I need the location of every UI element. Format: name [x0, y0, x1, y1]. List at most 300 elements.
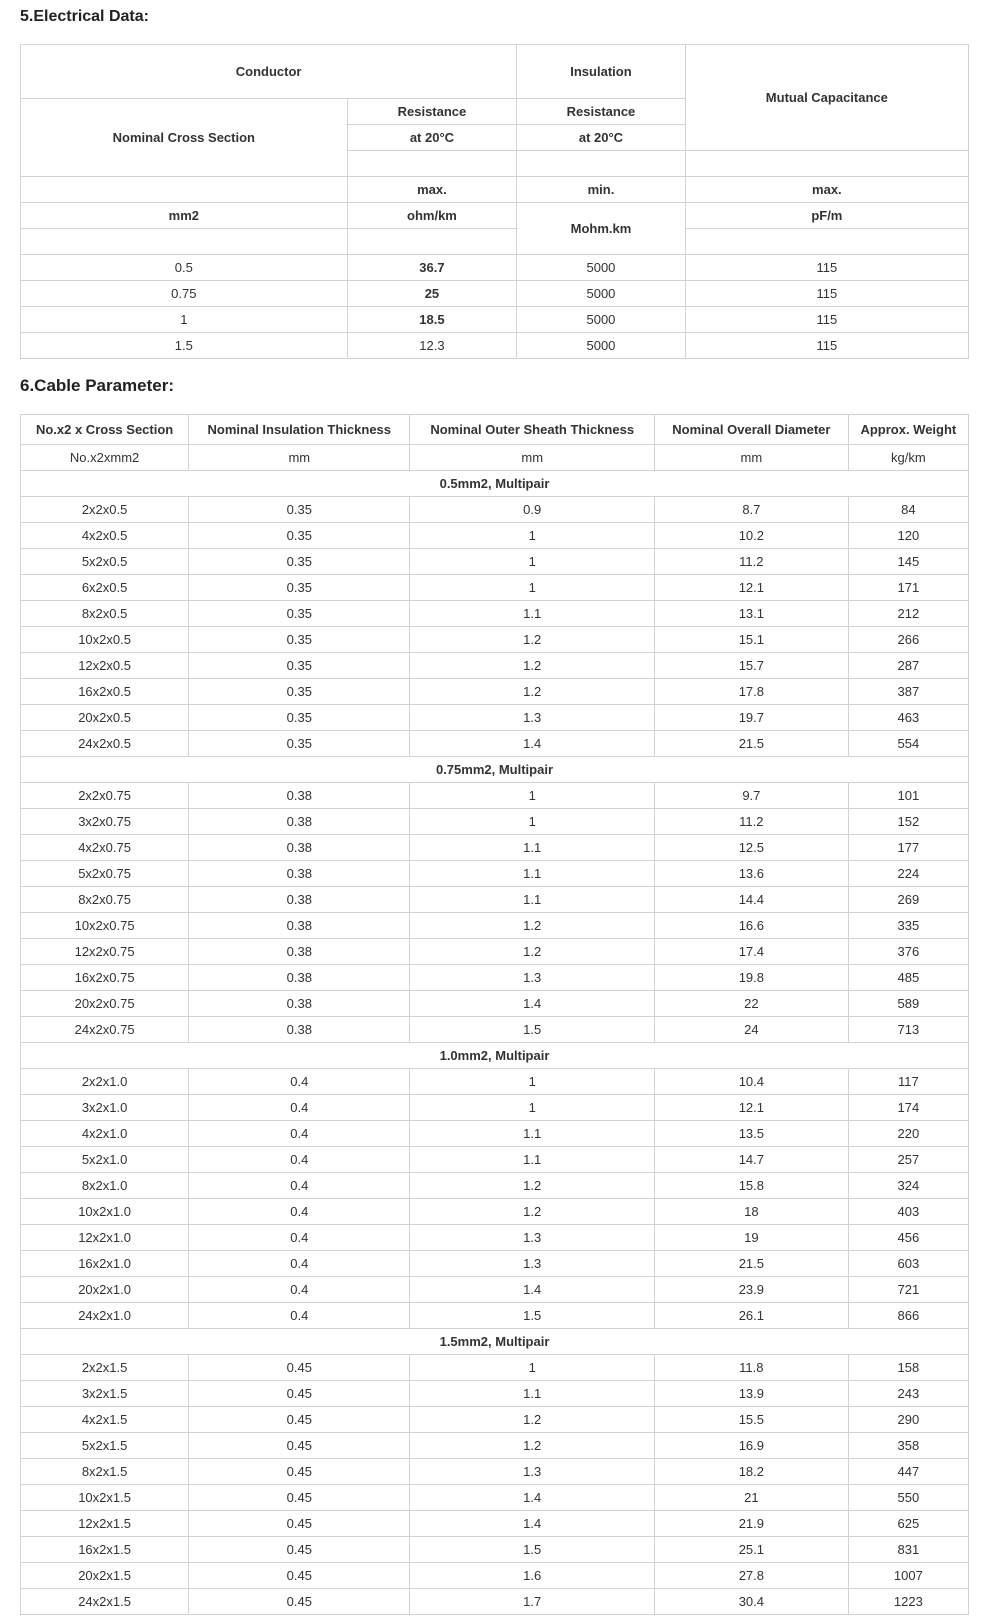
cross-section-cell: 12x2x1.0: [21, 1225, 189, 1251]
insulation-thickness-cell: 0.38: [189, 783, 410, 809]
weight-cell: 324: [848, 1173, 968, 1199]
capacitance-value: 115: [685, 281, 968, 307]
sheath-thickness-cell: 1.4: [410, 991, 655, 1017]
electrical-limit-row: [21, 177, 969, 203]
weight-cell: 257: [848, 1147, 968, 1173]
insulation-thickness-cell: 0.38: [189, 913, 410, 939]
weight-cell: 603: [848, 1251, 968, 1277]
sheath-thickness-cell: 1.4: [410, 1485, 655, 1511]
mutual-capacitance-header: Mutual Capacitance: [685, 45, 968, 151]
table-row: [21, 1459, 969, 1485]
sheath-thickness-cell: 1.4: [410, 731, 655, 757]
group-label: 1.0mm2, Multipair: [21, 1043, 969, 1069]
sheath-thickness-cell: 1.6: [410, 1563, 655, 1589]
cross-section-cell: 4x2x0.75: [21, 835, 189, 861]
cross-section-cell: 4x2x1.0: [21, 1121, 189, 1147]
insulation-resistance-header: Resistance: [517, 99, 686, 125]
weight-cell: 1223: [848, 1589, 968, 1615]
overall-diameter-cell: 18.2: [655, 1459, 849, 1485]
insulation-thickness-cell: 0.45: [189, 1563, 410, 1589]
empty-cell: [347, 151, 517, 177]
overall-diameter-cell: 21.9: [655, 1511, 849, 1537]
insulation-thickness-cell: 0.45: [189, 1459, 410, 1485]
cross-section-cell: 10x2x1.5: [21, 1485, 189, 1511]
overall-diameter-cell: 21: [655, 1485, 849, 1511]
weight-cell: 1007: [848, 1563, 968, 1589]
electrical-header-row: [21, 229, 969, 255]
table-row: [21, 1511, 969, 1537]
weight-cell: 212: [848, 601, 968, 627]
conductor-header: Conductor: [21, 45, 517, 99]
cross-section-value: 1.5: [21, 333, 348, 359]
weight-cell: 266: [848, 627, 968, 653]
capacitance-max-label: max.: [685, 177, 968, 203]
overall-diameter-cell: 26.1: [655, 1303, 849, 1329]
weight-cell: 243: [848, 1381, 968, 1407]
cross-section-cell: 24x2x1.5: [21, 1589, 189, 1615]
table-row: [21, 835, 969, 861]
weight-cell: 171: [848, 575, 968, 601]
sheath-thickness-cell: 1.2: [410, 1407, 655, 1433]
insulation-thickness-cell: 0.4: [189, 1173, 410, 1199]
insulation-thickness-cell: 0.35: [189, 731, 410, 757]
cross-section-cell: 5x2x1.0: [21, 1147, 189, 1173]
weight-cell: 387: [848, 679, 968, 705]
resistance-unit: ohm/km: [347, 203, 517, 229]
cross-section-cell: 5x2x0.75: [21, 861, 189, 887]
insulation-thickness-cell: 0.4: [189, 1121, 410, 1147]
weight-cell: 713: [848, 1017, 968, 1043]
cross-section-cell: 6x2x0.5: [21, 575, 189, 601]
sheath-thickness-cell: 1.1: [410, 1121, 655, 1147]
sheath-thickness-cell: 1.2: [410, 1199, 655, 1225]
table-row: [21, 627, 969, 653]
table-row: [21, 653, 969, 679]
overall-diameter-cell: 15.1: [655, 627, 849, 653]
sheath-thickness-cell: 1.2: [410, 679, 655, 705]
weight-cell: 831: [848, 1537, 968, 1563]
insulation-thickness-cell: 0.35: [189, 549, 410, 575]
weight-cell: 290: [848, 1407, 968, 1433]
insulation-thickness-cell: 0.45: [189, 1485, 410, 1511]
overall-diameter-cell: 16.9: [655, 1433, 849, 1459]
cross-section-cell: 10x2x0.5: [21, 627, 189, 653]
overall-diameter-cell: 18: [655, 1199, 849, 1225]
sheath-thickness-cell: 1: [410, 575, 655, 601]
col-sheath-thickness-header: Nominal Outer Sheath Thickness: [410, 415, 655, 445]
sheath-thickness-cell: 1.4: [410, 1511, 655, 1537]
group-header-row: [21, 1043, 969, 1069]
empty-cell: [517, 151, 686, 177]
capacitance-value: 115: [685, 333, 968, 359]
cross-section-cell: 2x2x0.5: [21, 497, 189, 523]
cross-section-cell: 12x2x0.5: [21, 653, 189, 679]
cross-section-cell: 8x2x1.5: [21, 1459, 189, 1485]
overall-diameter-cell: 25.1: [655, 1537, 849, 1563]
resistance-header: Resistance: [347, 99, 517, 125]
overall-diameter-cell: 22: [655, 991, 849, 1017]
table-row: [21, 575, 969, 601]
overall-diameter-cell: 17.8: [655, 679, 849, 705]
table-row: [21, 307, 969, 333]
overall-diameter-cell: 15.8: [655, 1173, 849, 1199]
insulation-temperature-label: at 20°C: [517, 125, 686, 151]
insulation-thickness-cell: 0.4: [189, 1199, 410, 1225]
resistance-value: 25: [347, 281, 517, 307]
table-row: [21, 1433, 969, 1459]
cross-section-cell: 5x2x0.5: [21, 549, 189, 575]
table-row: [21, 281, 969, 307]
cross-section-unit: mm2: [21, 203, 348, 229]
group-header-row: [21, 471, 969, 497]
cable-parameter-title: 6.Cable Parameter:: [20, 376, 175, 395]
weight-cell: 721: [848, 1277, 968, 1303]
sheath-thickness-cell: 1: [410, 1095, 655, 1121]
electrical-data-rows: [21, 255, 969, 359]
weight-cell: 220: [848, 1121, 968, 1147]
sheath-thickness-cell: 1.7: [410, 1589, 655, 1615]
cross-section-cell: 4x2x1.5: [21, 1407, 189, 1433]
sheath-thickness-cell: 1.1: [410, 1147, 655, 1173]
sheath-thickness-cell: 1: [410, 549, 655, 575]
group-label: 1.5mm2, Multipair: [21, 1329, 969, 1355]
insulation-thickness-cell: 0.38: [189, 965, 410, 991]
cable-table-head: [21, 415, 969, 471]
cross-section-cell: 16x2x0.5: [21, 679, 189, 705]
overall-diameter-cell: 13.5: [655, 1121, 849, 1147]
weight-cell: 101: [848, 783, 968, 809]
table-row: [21, 1095, 969, 1121]
table-row: [21, 809, 969, 835]
cross-section-cell: 8x2x0.5: [21, 601, 189, 627]
capacitance-value: 115: [685, 307, 968, 333]
table-row: [21, 1225, 969, 1251]
overall-diameter-cell: 8.7: [655, 497, 849, 523]
table-row: [21, 255, 969, 281]
resistance-value: 18.5: [347, 307, 517, 333]
overall-diameter-cell: 19.8: [655, 965, 849, 991]
weight-cell: 224: [848, 861, 968, 887]
insulation-thickness-cell: 0.4: [189, 1225, 410, 1251]
insulation-thickness-cell: 0.4: [189, 1069, 410, 1095]
sheath-thickness-cell: 1.2: [410, 1433, 655, 1459]
cross-section-cell: 12x2x1.5: [21, 1511, 189, 1537]
cross-section-cell: 16x2x0.75: [21, 965, 189, 991]
electrical-unit-row: [21, 203, 969, 229]
weight-cell: 463: [848, 705, 968, 731]
weight-cell: 177: [848, 835, 968, 861]
cross-section-cell: 10x2x0.75: [21, 913, 189, 939]
empty-cell: [347, 229, 517, 255]
weight-cell: 554: [848, 731, 968, 757]
table-row: [21, 333, 969, 359]
overall-diameter-cell: 12.5: [655, 835, 849, 861]
insulation-thickness-cell: 0.45: [189, 1433, 410, 1459]
electrical-data-title: 5.Electrical Data:: [20, 8, 149, 25]
table-row: [21, 1069, 969, 1095]
overall-diameter-cell: 17.4: [655, 939, 849, 965]
sheath-thickness-cell: 1.4: [410, 1277, 655, 1303]
unit-cell: mm: [410, 445, 655, 471]
table-row: [21, 523, 969, 549]
overall-diameter-cell: 10.4: [655, 1069, 849, 1095]
table-row: [21, 731, 969, 757]
table-row: [21, 1537, 969, 1563]
overall-diameter-cell: 27.8: [655, 1563, 849, 1589]
table-row: [21, 1381, 969, 1407]
table-row: [21, 497, 969, 523]
nominal-cross-section-header: Nominal Cross Section: [21, 99, 348, 177]
overall-diameter-cell: 24: [655, 1017, 849, 1043]
insulation-thickness-cell: 0.35: [189, 679, 410, 705]
insulation-thickness-cell: 0.4: [189, 1303, 410, 1329]
insulation-thickness-cell: 0.35: [189, 653, 410, 679]
weight-cell: 550: [848, 1485, 968, 1511]
insulation-thickness-cell: 0.35: [189, 523, 410, 549]
sheath-thickness-cell: 1: [410, 1069, 655, 1095]
weight-cell: 456: [848, 1225, 968, 1251]
weight-cell: 158: [848, 1355, 968, 1381]
cross-section-cell: 10x2x1.0: [21, 1199, 189, 1225]
overall-diameter-cell: 13.9: [655, 1381, 849, 1407]
col-insulation-thickness-header: Nominal Insulation Thickness: [189, 415, 410, 445]
sheath-thickness-cell: 1.1: [410, 1381, 655, 1407]
table-row: [21, 965, 969, 991]
overall-diameter-cell: 12.1: [655, 575, 849, 601]
overall-diameter-cell: 14.4: [655, 887, 849, 913]
cross-section-cell: 24x2x1.0: [21, 1303, 189, 1329]
sheath-thickness-cell: 1.2: [410, 1173, 655, 1199]
cross-section-cell: 16x2x1.0: [21, 1251, 189, 1277]
insulation-thickness-cell: 0.35: [189, 575, 410, 601]
unit-cell: mm: [655, 445, 849, 471]
overall-diameter-cell: 19: [655, 1225, 849, 1251]
group-header-row: [21, 757, 969, 783]
unit-cell: mm: [189, 445, 410, 471]
cross-section-cell: 2x2x1.0: [21, 1069, 189, 1095]
sheath-thickness-cell: 1: [410, 809, 655, 835]
weight-cell: 117: [848, 1069, 968, 1095]
insulation-thickness-cell: 0.38: [189, 835, 410, 861]
overall-diameter-cell: 21.5: [655, 1251, 849, 1277]
cross-section-cell: 3x2x0.75: [21, 809, 189, 835]
table-row: [21, 1563, 969, 1589]
overall-diameter-cell: 10.2: [655, 523, 849, 549]
insulation-thickness-cell: 0.38: [189, 1017, 410, 1043]
insulation-thickness-cell: 0.35: [189, 627, 410, 653]
table-row: [21, 549, 969, 575]
sheath-thickness-cell: 1: [410, 783, 655, 809]
table-row: [21, 679, 969, 705]
weight-cell: 447: [848, 1459, 968, 1485]
table-row: [21, 1017, 969, 1043]
empty-cell: [21, 177, 348, 203]
overall-diameter-cell: 19.7: [655, 705, 849, 731]
table-row: [21, 1485, 969, 1511]
empty-cell: [685, 151, 968, 177]
insulation-thickness-cell: 0.45: [189, 1589, 410, 1615]
insulation-thickness-cell: 0.35: [189, 601, 410, 627]
cross-section-cell: 24x2x0.5: [21, 731, 189, 757]
insulation-thickness-cell: 0.45: [189, 1381, 410, 1407]
cross-section-cell: 8x2x0.75: [21, 887, 189, 913]
sheath-thickness-cell: 1.2: [410, 627, 655, 653]
sheath-thickness-cell: 1.3: [410, 1251, 655, 1277]
table-row: [21, 1355, 969, 1381]
col-overall-diameter-header: Nominal Overall Diameter: [655, 415, 849, 445]
resistance-value: 12.3: [347, 333, 517, 359]
resistance-max-label: max.: [347, 177, 517, 203]
unit-cell: No.x2xmm2: [21, 445, 189, 471]
sheath-thickness-cell: 1: [410, 523, 655, 549]
cable-data-rows: [21, 471, 969, 1615]
sheath-thickness-cell: 0.9: [410, 497, 655, 523]
table-row: [21, 913, 969, 939]
overall-diameter-cell: 21.5: [655, 731, 849, 757]
sheath-thickness-cell: 1.1: [410, 835, 655, 861]
insulation-thickness-cell: 0.38: [189, 809, 410, 835]
cross-section-cell: 20x2x1.0: [21, 1277, 189, 1303]
overall-diameter-cell: 15.7: [655, 653, 849, 679]
group-header-row: [21, 1329, 969, 1355]
insulation-thickness-cell: 0.4: [189, 1147, 410, 1173]
group-label: 0.75mm2, Multipair: [21, 757, 969, 783]
cross-section-cell: 3x2x1.5: [21, 1381, 189, 1407]
empty-cell: [21, 229, 348, 255]
weight-cell: 403: [848, 1199, 968, 1225]
table-row: [21, 1277, 969, 1303]
weight-cell: 174: [848, 1095, 968, 1121]
insulation-value: 5000: [517, 307, 686, 333]
cross-section-cell: 8x2x1.0: [21, 1173, 189, 1199]
table-row: [21, 1303, 969, 1329]
cable-header-row: [21, 415, 969, 445]
resistance-value: 36.7: [347, 255, 517, 281]
overall-diameter-cell: 23.9: [655, 1277, 849, 1303]
overall-diameter-cell: 12.1: [655, 1095, 849, 1121]
sheath-thickness-cell: 1.3: [410, 1459, 655, 1485]
cable-parameter-table: [20, 414, 969, 1615]
sheath-thickness-cell: 1.2: [410, 939, 655, 965]
insulation-thickness-cell: 0.4: [189, 1251, 410, 1277]
electrical-header-row: [21, 45, 969, 99]
weight-cell: 335: [848, 913, 968, 939]
cross-section-cell: 16x2x1.5: [21, 1537, 189, 1563]
insulation-thickness-cell: 0.38: [189, 861, 410, 887]
insulation-thickness-cell: 0.45: [189, 1407, 410, 1433]
sheath-thickness-cell: 1.3: [410, 1225, 655, 1251]
cross-section-cell: 12x2x0.75: [21, 939, 189, 965]
insulation-thickness-cell: 0.4: [189, 1095, 410, 1121]
weight-cell: 145: [848, 549, 968, 575]
cross-section-cell: 3x2x1.0: [21, 1095, 189, 1121]
electrical-table-body: [21, 45, 969, 255]
cross-section-cell: 4x2x0.5: [21, 523, 189, 549]
overall-diameter-cell: 11.8: [655, 1355, 849, 1381]
table-row: [21, 1121, 969, 1147]
table-row: [21, 601, 969, 627]
weight-cell: 120: [848, 523, 968, 549]
table-row: [21, 1589, 969, 1615]
weight-cell: 269: [848, 887, 968, 913]
cable-unit-row: [21, 445, 969, 471]
weight-cell: 358: [848, 1433, 968, 1459]
insulation-thickness-cell: 0.4: [189, 1277, 410, 1303]
capacitance-value: 115: [685, 255, 968, 281]
weight-cell: 152: [848, 809, 968, 835]
sheath-thickness-cell: 1.1: [410, 601, 655, 627]
weight-cell: 625: [848, 1511, 968, 1537]
sheath-thickness-cell: 1.5: [410, 1537, 655, 1563]
insulation-min-label: min.: [517, 177, 686, 203]
sheath-thickness-cell: 1.2: [410, 653, 655, 679]
cross-section-cell: 2x2x1.5: [21, 1355, 189, 1381]
cross-section-value: 1: [21, 307, 348, 333]
overall-diameter-cell: 16.6: [655, 913, 849, 939]
table-row: [21, 991, 969, 1017]
table-row: [21, 939, 969, 965]
overall-diameter-cell: 15.5: [655, 1407, 849, 1433]
weight-cell: 866: [848, 1303, 968, 1329]
sheath-thickness-cell: 1.2: [410, 913, 655, 939]
overall-diameter-cell: 11.2: [655, 809, 849, 835]
resistance-temperature-label: at 20°C: [347, 125, 517, 151]
insulation-header: Insulation: [517, 45, 686, 99]
insulation-thickness-cell: 0.35: [189, 497, 410, 523]
insulation-thickness-cell: 0.38: [189, 939, 410, 965]
overall-diameter-cell: 9.7: [655, 783, 849, 809]
col-weight-header: Approx. Weight: [848, 415, 968, 445]
table-row: [21, 887, 969, 913]
table-row: [21, 1251, 969, 1277]
insulation-value: 5000: [517, 333, 686, 359]
weight-cell: 485: [848, 965, 968, 991]
sheath-thickness-cell: 1.1: [410, 887, 655, 913]
capacitance-unit: pF/m: [685, 203, 968, 229]
insulation-thickness-cell: 0.45: [189, 1537, 410, 1563]
insulation-thickness-cell: 0.38: [189, 991, 410, 1017]
table-row: [21, 1407, 969, 1433]
cross-section-value: 0.5: [21, 255, 348, 281]
group-label: 0.5mm2, Multipair: [21, 471, 969, 497]
table-row: [21, 1147, 969, 1173]
insulation-unit: Mohm.km: [517, 203, 686, 255]
table-row: [21, 705, 969, 731]
weight-cell: 84: [848, 497, 968, 523]
insulation-thickness-cell: 0.35: [189, 705, 410, 731]
cross-section-cell: 20x2x0.5: [21, 705, 189, 731]
insulation-thickness-cell: 0.45: [189, 1355, 410, 1381]
cross-section-cell: 20x2x1.5: [21, 1563, 189, 1589]
insulation-thickness-cell: 0.45: [189, 1511, 410, 1537]
insulation-value: 5000: [517, 255, 686, 281]
unit-cell: kg/km: [848, 445, 968, 471]
overall-diameter-cell: 30.4: [655, 1589, 849, 1615]
overall-diameter-cell: 14.7: [655, 1147, 849, 1173]
sheath-thickness-cell: 1.3: [410, 965, 655, 991]
weight-cell: 376: [848, 939, 968, 965]
overall-diameter-cell: 13.6: [655, 861, 849, 887]
col-cross-section-header: No.x2 x Cross Section: [21, 415, 189, 445]
weight-cell: 589: [848, 991, 968, 1017]
cross-section-cell: 2x2x0.75: [21, 783, 189, 809]
cross-section-cell: 5x2x1.5: [21, 1433, 189, 1459]
sheath-thickness-cell: 1.1: [410, 861, 655, 887]
weight-cell: 287: [848, 653, 968, 679]
empty-cell: [685, 229, 968, 255]
sheath-thickness-cell: 1.3: [410, 705, 655, 731]
cross-section-cell: 20x2x0.75: [21, 991, 189, 1017]
